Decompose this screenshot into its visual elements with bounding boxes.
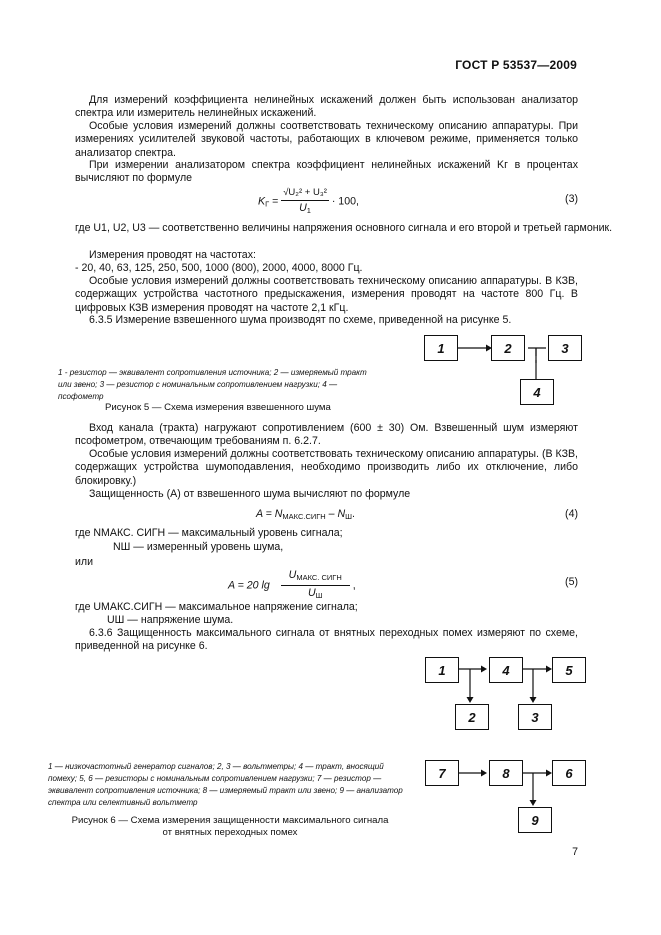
where-max-voltage: где UМАКС.СИГН — максимальное напряжение сигнала; [75,601,358,613]
paragraph-protection-formula: Защищенность (А) от взвешенного шума вычисляют по формуле [89,488,411,500]
figure6-caption-line2: от внятных переходных помех [162,827,298,838]
equation-5-number: (5) [565,576,578,588]
section-6-3-6: 6.3.6 Защищенность максимального сигнала от внятных переходных помех измеряют по схеме, приведенной на рисунке 6. [75,627,578,653]
fig6-block-1: 1 [425,657,459,683]
or-text: или [75,556,94,568]
standard-header: ГОСТ Р 53537—2009 [455,58,577,72]
where-noise-level: NШ — измеренный уровень шума, [113,541,284,553]
equation-3: $K_Г$ = $\frac{\text{√U₂² + U₃²}}{U_1}$ · 100, [258,187,359,216]
fig6-block-3: 3 [518,704,552,730]
paragraph-kzv: Особые условия измерений должны соответствовать техническому описанию аппаратуры. В КЗВ, содержащих устройства частотного предыскажения, измерения проводят на частоте 800 Гц. В цифровых КЗВ измерения проводят на частоте 2,1 кГц. [75,275,578,314]
fig6-block-2: 2 [455,704,489,730]
paragraph-formula-intro: При измерении анализатором спектра коэффициент нелинейных искажений Kг в процентах вычисляют по формуле [75,159,578,185]
frequency-list: - 20, 40, 63, 125, 250, 500, 1000 (800), 2000, 4000, 8000 Гц. [75,262,363,274]
frequency-intro: Измерения проводят на частотах: [89,249,256,261]
fig6-block-7: 7 [425,760,459,786]
fig6-block-8: 8 [489,760,523,786]
fig5-block-3: 3 [548,335,582,361]
paragraph-noise-conditions: Особые условия измерений должны соответствовать техническому описанию аппаратуры. (В КЗВ, содержащих устройства шумоподавления, необходимо производить либо их отключение, либо блокировку.) [75,448,578,487]
figure5-caption: Рисунок 5 — Схема измерения взвешенного шума [105,402,331,413]
where-voltages: где U1, U2, U3 — соответственно величины напряжения основного сигнала и его второй и третьей гармоник. [75,222,613,234]
figure5-legend: 1 - резистор — эквивалент сопротивления источника; 2 — измеряемый тракт или звено; 3 — резистор с номинальным сопротивлением нагрузки; 4 — псофометр [58,368,367,401]
fig6-block-5: 5 [552,657,586,683]
equation-5: A = 20 lg $\frac{U_{МАКС. СИГН}}{U_Ш}$ , [228,569,356,601]
fig5-block-1: 1 [424,335,458,361]
paragraph-analyzer: Для измерений коэффициента нелинейных искажений должен быть использован анализатор спектра или измеритель нелинейных искажений. [75,94,578,120]
where-max-level: где NМАКС. СИГН — максимальный уровень сигнала; [75,527,343,539]
section-6-3-5: 6.3.5 Измерение взвешенного шума производят по схеме, приведенной на рисунке 5. [89,314,512,326]
page-number: 7 [572,846,578,858]
where-noise-voltage: UШ — напряжение шума. [107,614,234,626]
equation-3-number: (3) [565,193,578,205]
fig5-block-4: 4 [520,379,554,405]
paragraph-input-load: Вход канала (тракта) нагружают сопротивлением (600 ± 30) Ом. Взвешенный шум измеряют псофометром, отвечающим требованиям п. 6.2.7. [75,422,578,448]
fig6-block-9: 9 [518,807,552,833]
fig6-block-6: 6 [552,760,586,786]
equation-4-number: (4) [565,508,578,520]
fig6-block-4: 4 [489,657,523,683]
figure6-legend: 1 — низкочастотный генератор сигналов; 2, 3 — вольтметры; 4 — тракт, вносящий помеху; 5, 6 — резисторы с номинальным сопротивлением нагрузки; 7 — резистор — эквивалент сопротивления источника; 8 — измеряемый тракт или звено; 9 — анализатор спектра или селективный вольтметр [48,762,403,807]
paragraph-conditions: Особые условия измерений должны соответствовать техническому описанию аппаратуры. При измерениях усилителей звуковой частоты, работающих в ключевом режиме, применяется только анализатор спектра. [75,120,578,159]
figure6-caption [60,815,400,839]
figure6-caption-line1: Рисунок 6 — Схема измерения защищенности максимального сигнала [71,815,389,826]
fig5-block-2: 2 [491,335,525,361]
equation-4: $A = N_{МАКС.СИГН} - N_Ш$. [256,508,355,521]
